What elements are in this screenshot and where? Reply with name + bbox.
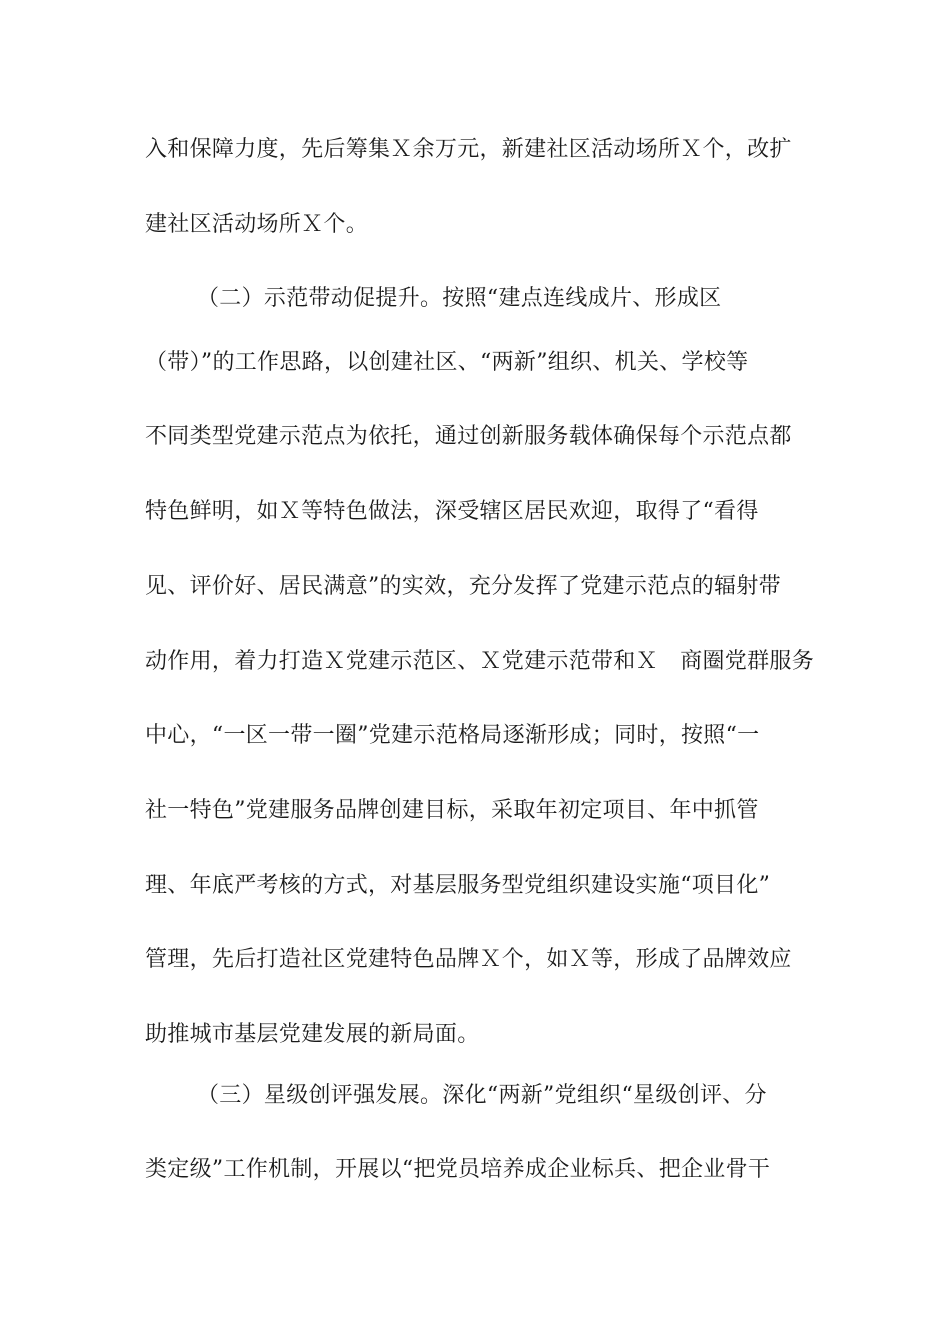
paragraph-line: 助推城市基层党建发展的新局面。: [145, 1022, 480, 1047]
paragraph-line: 中心，“一区一带一圈”党建示范格局逐渐形成；同时，按照“一: [145, 723, 760, 748]
paragraph-line: 动作用，着力打造Ｘ党建示范区、Ｘ党建示范带和Ｘ 商圈党群服务: [145, 649, 815, 674]
paragraph-line: 管理，先后打造社区党建特色品牌Ｘ个，如Ｘ等，形成了品牌效应: [145, 947, 792, 972]
paragraph-line: 理、年底严考核的方式，对基层服务型党组织建设实施“项目化”: [145, 873, 771, 898]
paragraph-line: 特色鲜明，如Ｘ等特色做法，深受辖区居民欢迎，取得了“看得: [145, 499, 759, 524]
paragraph-line: 见、评价好、居民满意”的实效，充分发挥了党建示范点的辐射带: [145, 574, 781, 599]
paragraph-line: 建社区活动场所Ｘ个。: [145, 212, 369, 237]
paragraph-line: （带）”的工作思路，以创建社区、“两新”组织、机关、学校等: [145, 350, 749, 375]
paragraph-line: 类定级”工作机制，开展以“把党员培养成企业标兵、把企业骨干: [145, 1157, 771, 1182]
section-heading-line: （二）示范带动促提升。按照“建点连线成片、形成区: [197, 286, 722, 311]
paragraph-line: 社一特色”党建服务品牌创建目标，采取年初定项目、年中抓管: [145, 798, 759, 823]
paragraph-line: 入和保障力度，先后筹集Ｘ余万元，新建社区活动场所Ｘ个，改扩: [145, 137, 792, 162]
paragraph-line: 不同类型党建示范点为依托，通过创新服务载体确保每个示范点都: [145, 424, 792, 449]
section-heading-line: （三）星级创评强发展。深化“两新”党组织“星级创评、分: [197, 1083, 767, 1108]
